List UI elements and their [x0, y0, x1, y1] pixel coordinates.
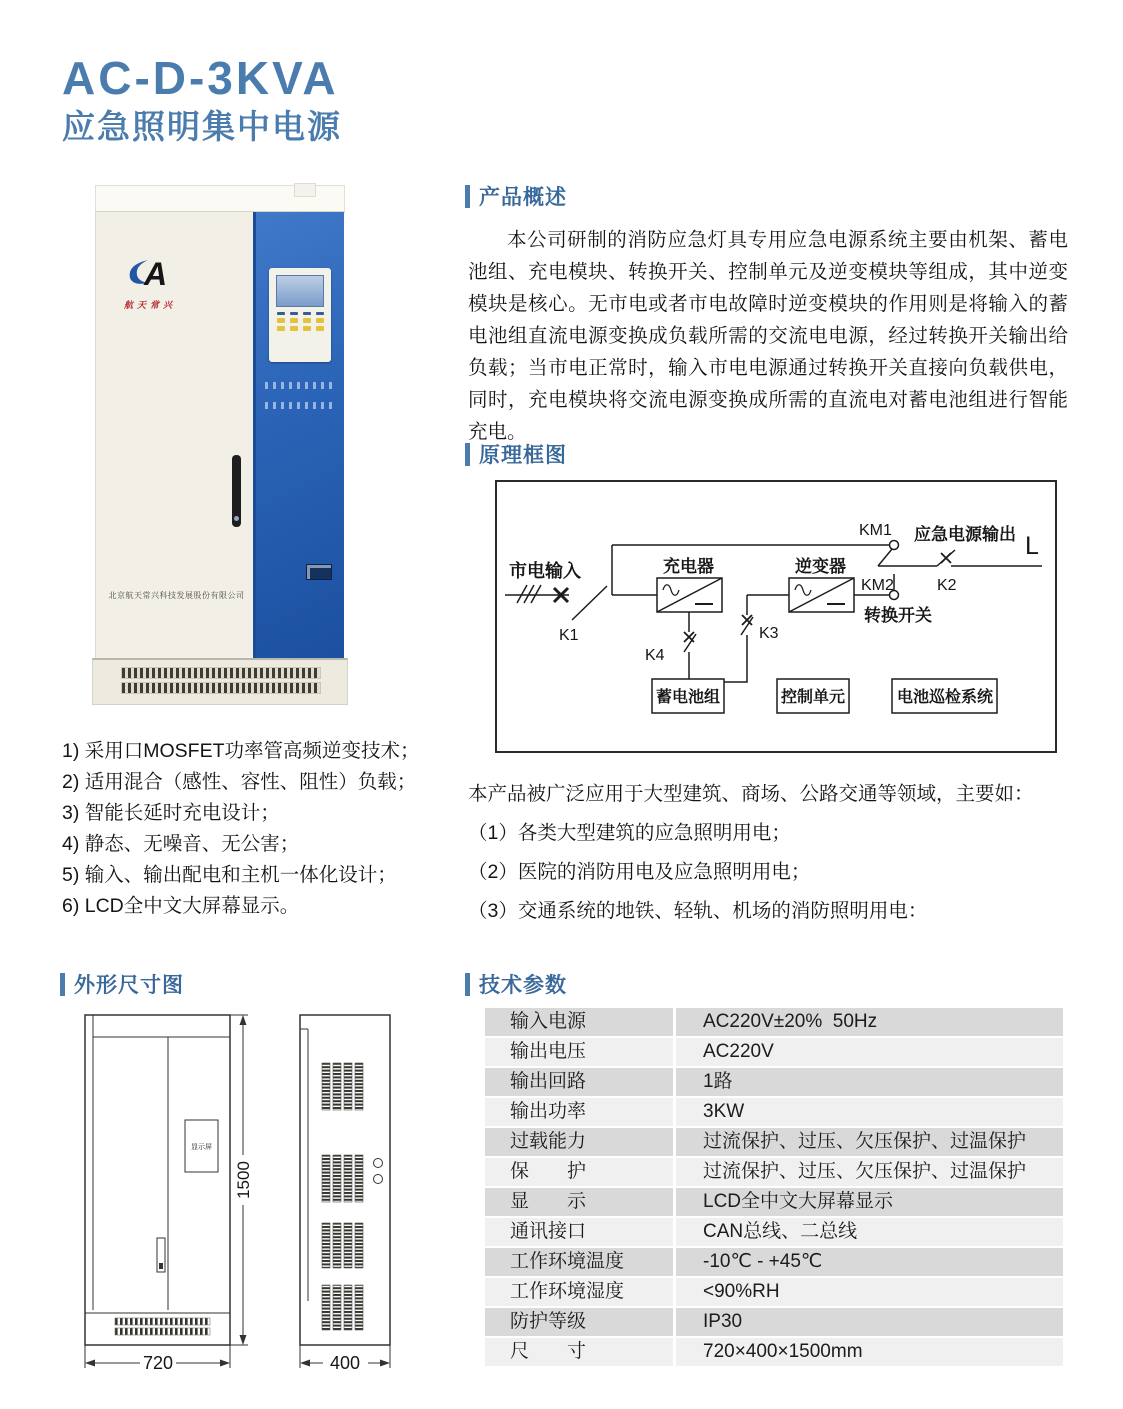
section-specs-header	[465, 969, 567, 999]
keypad-key	[303, 326, 311, 331]
label-k4: K4	[645, 647, 665, 664]
overview-body: 本公司研制的消防应急灯具专用应急电源系统主要由机架、蓄电池组、充电模块、转换开关、控制单元及逆变模块等组成，其中逆变模块是核心。无市电或者市电故障时逆变模块的作用则是将输入的蓄电池组直流电源变换成负载所需的交流电电源，经过转换开关输出给负载；当市电正常时，输入市电电源通过转换开关直接向负载供电，同时，充电模块将交流电源变换成所需的直流电对蓄电池组进行智能充电。	[468, 229, 1068, 443]
spec-row	[485, 1278, 1063, 1306]
label-km2: KM2	[861, 577, 894, 594]
section-bar	[465, 185, 470, 208]
cabinet-blue-panel	[253, 212, 344, 658]
section-overview-header	[465, 181, 567, 211]
section-bar	[465, 443, 470, 466]
spec-label: 工作环境湿度	[510, 1281, 625, 1302]
cabinet-top	[95, 185, 345, 213]
control-panel	[269, 268, 331, 362]
spec-label: 过载能力	[510, 1131, 587, 1152]
logo-text: 航天常兴	[124, 300, 177, 310]
feature-item: 4) 静态、无噪音、无公害；	[62, 833, 300, 855]
feature-item: 3) 智能长延时充电设计；	[62, 802, 280, 824]
label-battery-monitor: 电池巡检系统	[897, 689, 994, 706]
logo-mark-icon	[124, 256, 194, 292]
product-photo	[85, 180, 355, 705]
indicator-strip	[265, 382, 335, 389]
application-item: （1）各类大型建筑的应急照明用电；	[468, 822, 791, 844]
lcd-screen	[276, 275, 324, 307]
principle-diagram	[497, 482, 1055, 751]
cabinet-notch	[294, 183, 316, 197]
label-k3: K3	[759, 625, 779, 642]
application-list	[468, 780, 1068, 925]
keypad-key	[316, 318, 324, 323]
keypad-key	[277, 312, 285, 315]
label-charger: 充电器	[663, 557, 714, 576]
keypad-key	[277, 326, 285, 331]
spec-value: <90%RH	[673, 1278, 1063, 1306]
feature-item: 5) 输入、输出配电和主机一体化设计；	[62, 864, 397, 886]
label-k2: K2	[937, 577, 957, 594]
feature-item: 1) 采用口MOSFET功率管高频逆变技术；	[62, 740, 420, 762]
spec-label: 保 护	[510, 1161, 587, 1182]
company-name: 北京航天常兴科技发展股份有限公司	[108, 591, 245, 600]
screen-label: 显示屏	[191, 1144, 212, 1151]
spec-label: 尺 寸	[510, 1341, 587, 1362]
label-k1: K1	[559, 627, 579, 644]
logo-letter: A	[144, 256, 168, 292]
spec-value: 过流保护、过压、欠压保护、过温保护	[673, 1158, 1063, 1186]
panel-label	[306, 564, 332, 580]
section-bar	[465, 973, 470, 996]
keypad-key	[290, 312, 298, 315]
spec-row	[485, 1248, 1063, 1276]
spec-row	[485, 1188, 1063, 1216]
brand-logo	[124, 256, 204, 311]
spec-label: 防护等级	[510, 1311, 587, 1332]
keypad-key	[290, 326, 298, 331]
spec-row	[485, 1038, 1063, 1066]
spec-value: 3KW	[673, 1098, 1063, 1126]
spec-value: AC220V	[673, 1038, 1063, 1066]
section-dimensions-header	[60, 969, 184, 999]
label-km1: KM1	[859, 522, 892, 539]
spec-label: 输入电源	[510, 1011, 587, 1032]
keypad	[269, 312, 331, 331]
product-title: 应急照明集中电源	[62, 108, 342, 145]
spec-row	[485, 1068, 1063, 1096]
title-block	[62, 52, 342, 148]
application-item: （2）医院的消防用电及应急照明用电；	[468, 861, 811, 883]
spec-value: -10℃ - +45℃	[673, 1248, 1063, 1276]
label-mains-input: 市电输入	[509, 561, 581, 581]
spec-value: LCD全中文大屏幕显示	[673, 1188, 1063, 1216]
cabinet-body	[95, 212, 344, 658]
label-battery-pack: 蓄电池组	[656, 689, 721, 706]
dim-depth-label: 400	[329, 1353, 361, 1373]
spec-label: 输出回路	[510, 1071, 587, 1092]
product-model: AC-D-3KVA	[62, 52, 339, 104]
label-control-unit: 控制单元	[781, 689, 846, 706]
keypad-key	[277, 318, 285, 323]
principle-heading: 原理框图	[479, 444, 567, 467]
dimension-drawing	[60, 1005, 460, 1390]
front-view	[85, 1015, 230, 1345]
keypad-key	[316, 326, 324, 331]
spec-label: 工作环境温度	[510, 1251, 625, 1272]
principle-diagram-box	[495, 480, 1057, 753]
spec-row	[485, 1218, 1063, 1246]
spec-value: IP30	[673, 1308, 1063, 1336]
spec-label: 通讯接口	[510, 1221, 587, 1242]
feature-list	[62, 736, 462, 922]
spec-value: AC220V±20% 50Hz	[673, 1008, 1063, 1036]
spec-row	[485, 1098, 1063, 1126]
side-view	[300, 1015, 390, 1345]
door-handle	[232, 455, 241, 527]
spec-label: 输出电压	[510, 1041, 587, 1062]
spec-row	[485, 1338, 1063, 1366]
keypad-key	[303, 318, 311, 323]
overview-heading: 产品概述	[479, 186, 567, 209]
application-item: （3）交通系统的地铁、轻轨、机场的消防照明用电：	[468, 900, 928, 922]
dimensions-heading: 外形尺寸图	[74, 974, 184, 997]
vent-grille	[121, 667, 321, 679]
spec-row	[485, 1008, 1063, 1036]
label-emergency-output: 应急电源输出	[914, 525, 1016, 544]
keypad-key	[290, 318, 298, 323]
spec-label: 显 示	[510, 1191, 587, 1212]
keypad-key	[316, 312, 324, 315]
specs-table	[485, 1008, 1063, 1368]
cabinet-base	[92, 658, 348, 705]
spec-row	[485, 1128, 1063, 1156]
label-transfer-switch: 转换开关	[864, 606, 932, 625]
dim-width-label: 720	[142, 1353, 174, 1373]
applications-intro: 本产品被广泛应用于大型建筑、商场、公路交通等领域，主要如：	[468, 783, 1034, 805]
feature-item: 2) 适用混合（感性、容性、阻性）负载；	[62, 771, 417, 793]
label-line-l: L	[1025, 532, 1039, 560]
keypad-key	[303, 312, 311, 315]
label-inverter: 逆变器	[795, 557, 846, 576]
indicator-strip	[265, 402, 335, 409]
spec-value: 720×400×1500mm	[673, 1338, 1063, 1366]
spec-value: 1路	[673, 1068, 1063, 1096]
spec-row	[485, 1158, 1063, 1186]
spec-value: 过流保护、过压、欠压保护、过温保护	[673, 1128, 1063, 1156]
dim-height-label: 1500	[234, 1161, 253, 1199]
spec-value: CAN总线、二总线	[673, 1218, 1063, 1246]
spec-row	[485, 1308, 1063, 1336]
vent-grille	[121, 682, 321, 694]
section-bar	[60, 973, 65, 996]
section-principle-header	[465, 439, 567, 469]
feature-item: 6) LCD全中文大屏幕显示。	[62, 895, 300, 917]
specs-heading: 技术参数	[479, 974, 567, 997]
spec-label: 输出功率	[510, 1101, 587, 1122]
